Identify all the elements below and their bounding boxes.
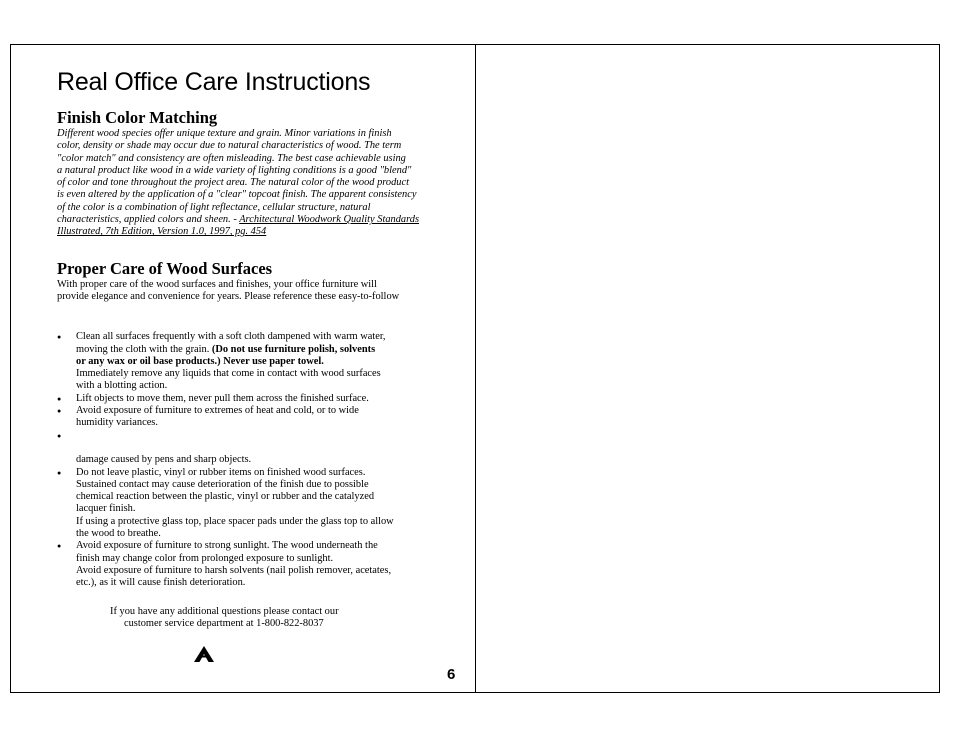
wood-care-heading: Proper Care of Wood Surfaces <box>57 258 273 278</box>
page-number: 6 <box>447 666 456 683</box>
list-item: ● Do not leave plastic, vinyl or rubber items on finished wood surfaces. Sustained contact may cause deterioration of the finish due to possible chemical reaction between the plastic, vinyl or rubber and the catalyzed lacquer finish. If using a protective glass top, place spacer pads under the glass top to allow the wood to breathe. <box>57 467 437 541</box>
list-item: ● Clean all surfaces frequently with a soft cloth dampened with warm water, moving the cloth with the grain. (Do not use furniture polish, solvents or any wax or oil base products.) Never use paper towel. Immediately remove any liquids that come in contact with wood surfaces with a blotting action. <box>57 331 437 392</box>
paragraph-line: characteristics, applied colors and sheen. - <box>57 214 240 226</box>
finish-color-heading: Finish Color Matching <box>57 108 218 127</box>
contact-phone-line: customer service department at 1-800-822-8037 <box>124 617 324 629</box>
warning-text: or any wax or oil base products.) Never use paper towel. <box>76 355 324 367</box>
citation: Architectural Woodwork Quality Standards <box>239 214 420 226</box>
contact-note <box>110 606 437 631</box>
citation: Illustrated, 7th Edition, Version 1.0, 1997, pg. 454 <box>57 226 267 238</box>
finish-color-paragraph <box>57 128 437 239</box>
intro-line: With proper care of the wood surfaces and finishes, your office furniture will <box>57 278 377 290</box>
paragraph-line: of color and tone throughout the project area. The natural color of the wood product <box>57 177 410 189</box>
paragraph-line: "color match" and consistency are often misleading. The best case achievable using <box>57 152 406 164</box>
page-title: Real Office Care Instructions <box>57 68 371 96</box>
paragraph-line: a natural product like wood in a wide variety of lighting conditions is a good "blend" <box>57 164 412 176</box>
page-content <box>57 67 437 630</box>
list-item <box>57 430 437 455</box>
paragraph-line: of the color is a combination of light reflectance, cellular structure, natural <box>57 201 371 213</box>
contact-line: If you have any additional questions please contact our <box>110 605 339 617</box>
list-item-continuation: damage caused by pens and sharp objects. <box>76 454 252 466</box>
paragraph-line: Different wood species offer unique texture and grain. Minor variations in finish <box>57 128 392 139</box>
warning-text: (Do not use furniture polish, solvents <box>211 343 376 355</box>
care-instructions-list <box>57 331 437 589</box>
list-item: ● Lift objects to move them, never pull them across the finished surface. <box>57 393 437 405</box>
paragraph-line: is even altered by the application of a "clear" topcoat finish. The apparent consistency <box>57 189 417 201</box>
wood-care-intro <box>57 279 437 304</box>
list-item: ● Avoid exposure of furniture to extremes of heat and cold, or to wide humidity variances. <box>57 405 437 430</box>
paragraph-line: color, density or shade may occur due to natural characteristics of wood. The term <box>57 140 402 152</box>
left-page <box>10 44 476 693</box>
intro-line: provide elegance and convenience for years. Please reference these easy-to-follow <box>57 290 400 302</box>
company-logo-icon <box>194 646 214 662</box>
right-page-blank <box>475 44 940 693</box>
list-item: ● Avoid exposure of furniture to strong sunlight. The wood underneath the finish may change color from prolonged exposure to sunlight. Avoid exposure of furniture to harsh solvents (nail polish remover, acetates, etc.), as it will cause finish deterioration. <box>57 540 437 589</box>
